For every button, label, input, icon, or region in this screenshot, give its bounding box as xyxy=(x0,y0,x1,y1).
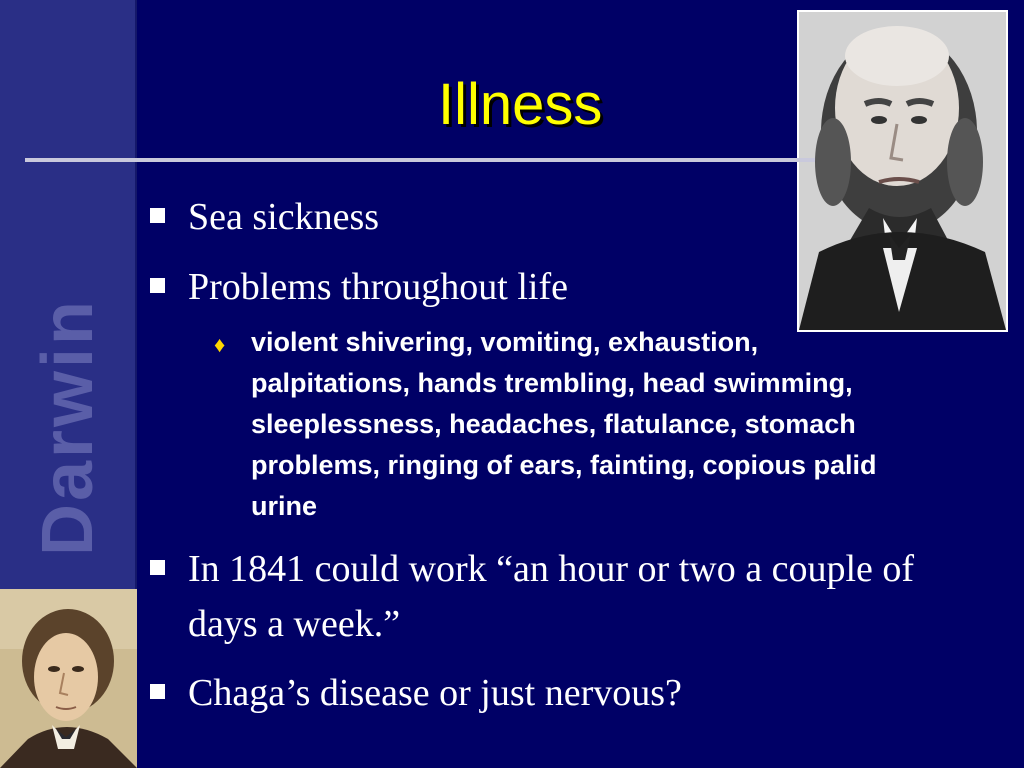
square-bullet-icon xyxy=(150,278,165,293)
bullet-text: In 1841 could work “an hour or two a couple of days a week.” xyxy=(188,548,915,645)
title-divider xyxy=(25,158,815,162)
bullet-item xyxy=(150,190,948,245)
slide-title: Illness xyxy=(438,72,603,137)
square-bullet-icon xyxy=(150,560,165,575)
bullet-item xyxy=(150,666,948,721)
bullet-item xyxy=(150,542,948,652)
bullet-item xyxy=(150,260,948,315)
square-bullet-icon xyxy=(150,684,165,699)
sidebar-label: Darwin xyxy=(28,297,108,557)
diamond-bullet-icon: ♦ xyxy=(214,332,226,357)
sub-bullet-text: violent shivering, vomiting, exhaustion, palpitations, hands trembling, head swimming, sleeplessness, headaches, flatulance, stomach problems, ringing of ears, fainting, copious palid urine xyxy=(251,327,877,521)
young-darwin-portrait xyxy=(0,589,137,768)
bullet-text: Sea sickness xyxy=(188,196,380,238)
sub-bullet-item xyxy=(214,322,904,527)
bullet-text: Chaga’s disease or just nervous? xyxy=(188,672,682,714)
bullet-text: Problems throughout life xyxy=(188,266,568,308)
square-bullet-icon xyxy=(150,208,165,223)
